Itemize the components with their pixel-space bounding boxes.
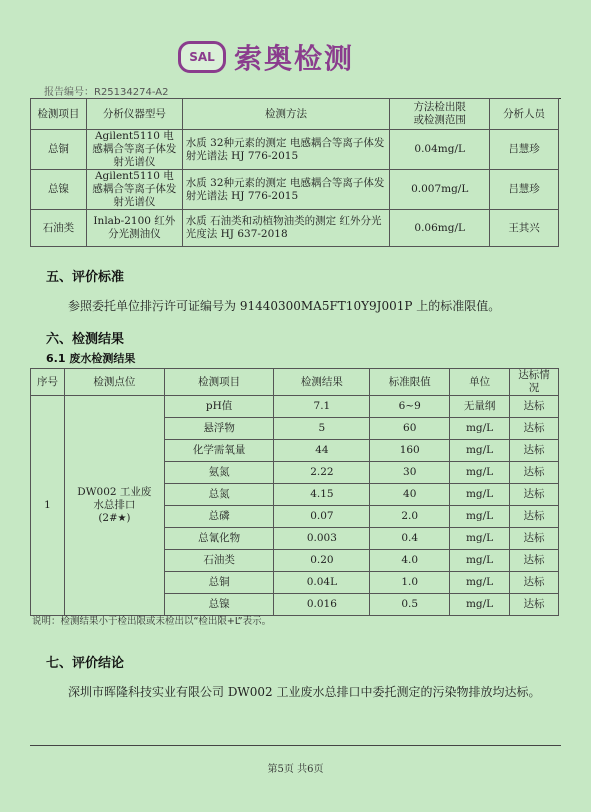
methods-table (30, 98, 559, 247)
logo-badge: SAL (178, 41, 226, 73)
methods-header-cell: 分析仪器型号 (86, 99, 182, 130)
results-header-cell: 检测项目 (164, 369, 274, 396)
table-cell: 总氰化物 (164, 528, 274, 550)
table-cell: 王其兴 (490, 210, 559, 247)
results-header-cell: 单位 (450, 369, 510, 396)
table-cell: 总氮 (164, 484, 274, 506)
table-cell: 总铜 (31, 130, 87, 170)
table-cell: mg/L (450, 550, 510, 572)
table-cell: Inlab-2100 红外分光测油仪 (86, 210, 182, 247)
point-line: 水总排口 (93, 499, 136, 511)
section-title: 七、评价结论 (46, 656, 125, 671)
table-cell: 达标 (510, 484, 559, 506)
table-cell: 无量纲 (450, 396, 510, 418)
table-cell: 0.06mg/L (390, 210, 490, 247)
results-header-row (31, 369, 559, 396)
table-cell: 7.1 (274, 396, 370, 418)
section-title: 五、评价标准 (46, 270, 125, 285)
table-cell: 总镍 (31, 170, 87, 210)
table-cell: 40 (370, 484, 450, 506)
table-cell: pH值 (164, 396, 274, 418)
table-cell: 2.0 (370, 506, 450, 528)
table-cell: 达标 (510, 550, 559, 572)
table-cell: 6~9 (370, 396, 450, 418)
table-cell: Agilent5110 电感耦合等离子体发射光谱仪 (86, 170, 182, 210)
table-cell: 水质 32种元素的测定 电感耦合等离子体发射光谱法 HJ 776-2015 (182, 130, 389, 170)
report-number: 报告编号：R25134274-A2 (44, 87, 169, 98)
table-cell: 达标 (510, 440, 559, 462)
table-cell: 0.5 (370, 594, 450, 616)
results-note: 说明：检测结果小于检出限或未检出以“检出限+L”表示。 (32, 616, 272, 627)
table-cell: mg/L (450, 594, 510, 616)
table-cell: mg/L (450, 462, 510, 484)
point-line (68, 512, 161, 525)
table-cell: 化学需氧量 (164, 440, 274, 462)
table-cell: 1.0 (370, 572, 450, 594)
table-cell: 2.22 (274, 462, 370, 484)
table-row (31, 130, 559, 170)
point-line: DW002 工业废 (77, 486, 152, 498)
table-cell: mg/L (450, 506, 510, 528)
footer-divider (30, 745, 561, 746)
table-cell: 达标 (510, 506, 559, 528)
table-cell: mg/L (450, 418, 510, 440)
table-cell: 4.15 (274, 484, 370, 506)
table-cell: 达标 (510, 572, 559, 594)
results-table (30, 368, 559, 616)
table-cell: 4.0 (370, 550, 450, 572)
point-code: (2 (98, 512, 110, 524)
table-cell: 0.04L (274, 572, 370, 594)
table-cell: 石油类 (164, 550, 274, 572)
subsection-title: 6.1 废水检测结果 (46, 352, 136, 365)
results-header-cell: 序号 (31, 369, 65, 396)
results-header-cell: 标准限值 (370, 369, 450, 396)
page-number: 第5页 共6页 (267, 764, 324, 775)
section-text: 深圳市晖隆科技实业有限公司 DW002 工业废水总排口中委托测定的污染物排放均达标。 (68, 685, 541, 699)
table-cell: mg/L (450, 528, 510, 550)
methods-header-cell: 检测项目 (31, 99, 87, 130)
table-cell: 0.07 (274, 506, 370, 528)
table-cell: mg/L (450, 440, 510, 462)
table-cell: 达标 (510, 418, 559, 440)
table-cell: 60 (370, 418, 450, 440)
table-cell: 160 (370, 440, 450, 462)
table-cell: 达标 (510, 528, 559, 550)
table-cell: 石油类 (31, 210, 87, 247)
table-cell: 0.4 (370, 528, 450, 550)
table-cell: 氨氮 (164, 462, 274, 484)
table-cell: 吕慧珍 (490, 170, 559, 210)
table-cell: 水质 32种元素的测定 电感耦合等离子体发射光谱法 HJ 776-2015 (182, 170, 389, 210)
table-cell: 达标 (510, 594, 559, 616)
table-cell: mg/L (450, 484, 510, 506)
table-cell: 5 (274, 418, 370, 440)
table-cell: 总铜 (164, 572, 274, 594)
star-mark: #★) (109, 513, 131, 524)
sequence-cell: 1 (31, 396, 65, 616)
table-cell: 总镍 (164, 594, 274, 616)
table-row (31, 210, 559, 247)
section-title: 六、检测结果 (46, 332, 125, 347)
table-cell: 0.003 (274, 528, 370, 550)
results-header-cell: 达标情况 (510, 369, 559, 396)
table-cell: 达标 (510, 396, 559, 418)
company-logo (178, 40, 354, 74)
methods-header-row (31, 99, 559, 130)
table-cell: 0.20 (274, 550, 370, 572)
table-cell: Agilent5110 电感耦合等离子体发射光谱仪 (86, 130, 182, 170)
table-cell: 44 (274, 440, 370, 462)
methods-header-cell: 方法检出限 或检测范围 (390, 99, 490, 130)
table-row (31, 396, 559, 418)
results-header-cell: 检测结果 (274, 369, 370, 396)
table-cell: mg/L (450, 572, 510, 594)
methods-header-cell: 检测方法 (182, 99, 389, 130)
section-text: 参照委托单位排污许可证编号为 91440300MA5FT10Y9J001P 上的标准限值。 (68, 299, 501, 313)
results-header-cell: 检测点位 (64, 369, 164, 396)
table-cell: 水质 石油类和动植物油类的测定 红外分光光度法 HJ 637-2018 (182, 210, 389, 247)
table-cell: 吕慧珍 (490, 130, 559, 170)
table-cell: 悬浮物 (164, 418, 274, 440)
table-row (31, 170, 559, 210)
table-cell: 0.04mg/L (390, 130, 490, 170)
logo-text: 索奥检测 (234, 42, 355, 75)
table-cell: 0.016 (274, 594, 370, 616)
table-cell: 0.007mg/L (390, 170, 490, 210)
methods-header-cell: 分析人员 (490, 99, 559, 130)
table-cell: 30 (370, 462, 450, 484)
sampling-point-cell (64, 396, 164, 616)
table-cell: 达标 (510, 462, 559, 484)
table-cell: 总磷 (164, 506, 274, 528)
